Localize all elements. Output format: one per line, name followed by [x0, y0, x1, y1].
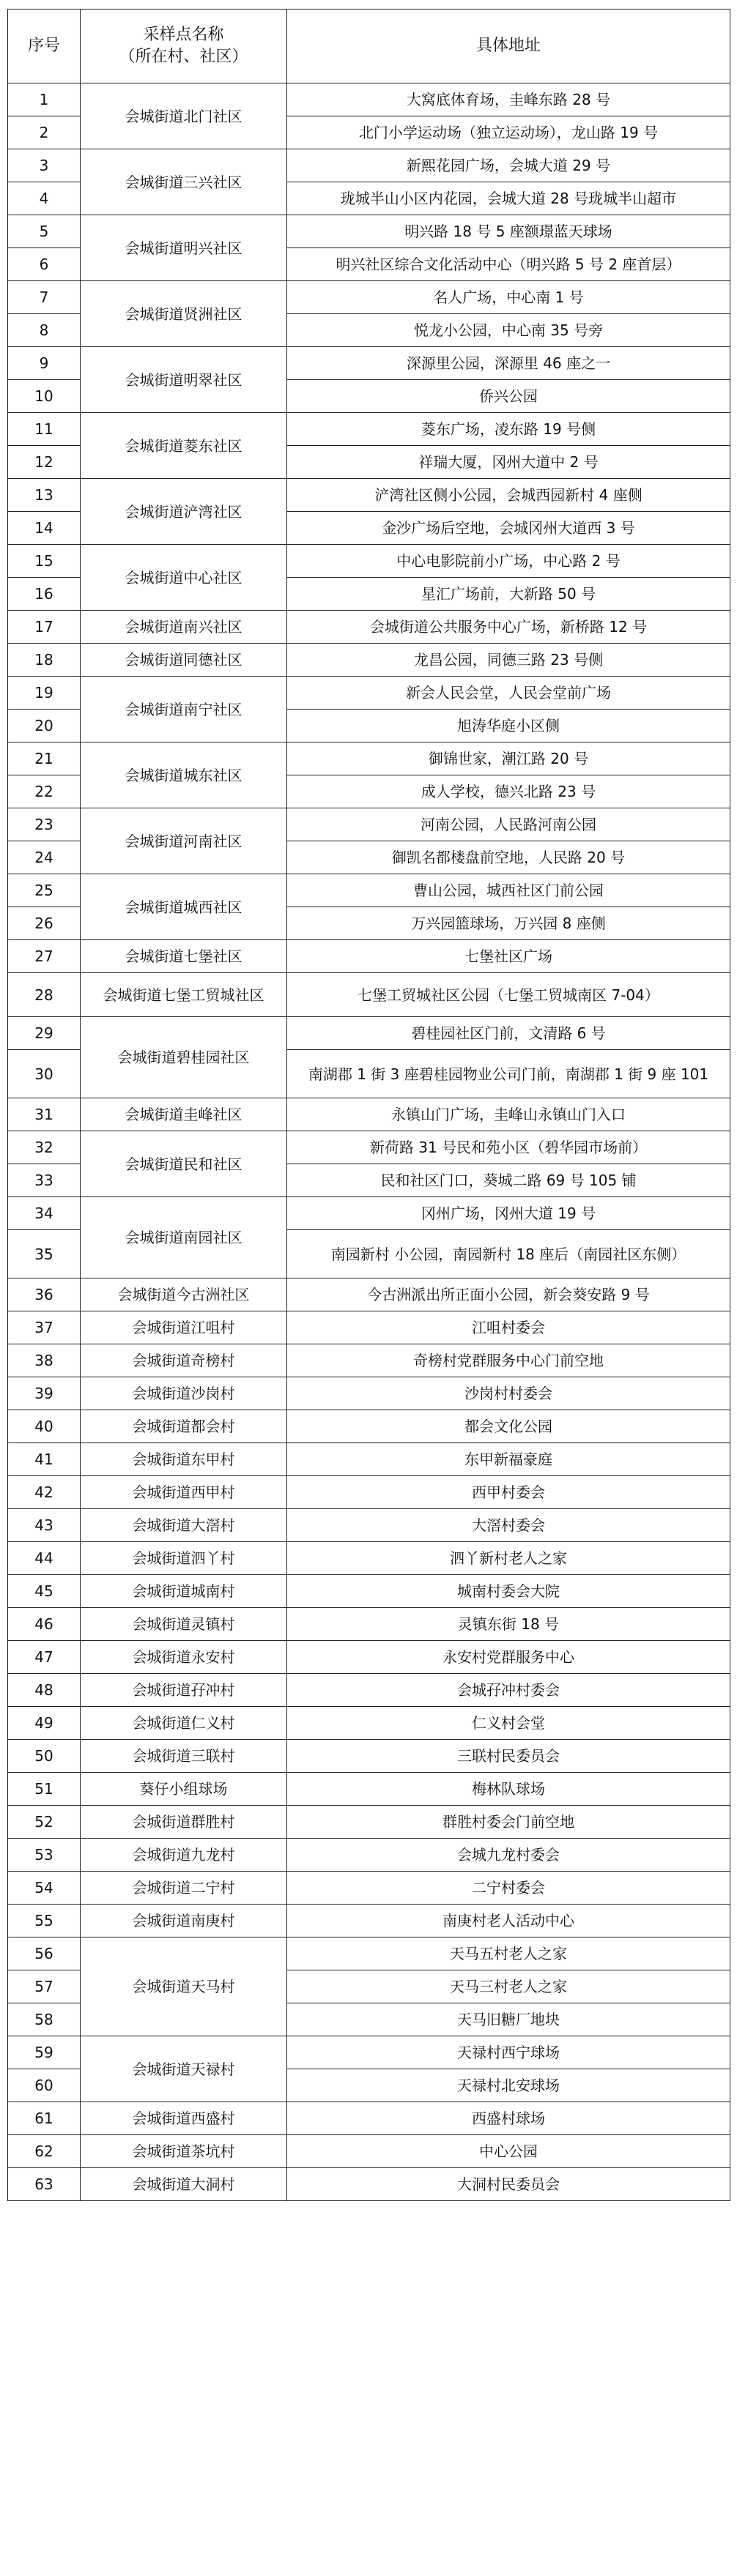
table-row: [8, 1278, 730, 1311]
row-address: 永安村党群服务中心: [287, 1641, 730, 1674]
row-site-name: 会城街道茶坑村: [81, 2135, 287, 2168]
table-row: [8, 1839, 730, 1872]
table-row: [8, 1707, 730, 1740]
row-site-name: 会城街道大滘村: [81, 1509, 287, 1542]
row-address: 沙岗村村委会: [287, 1377, 730, 1410]
table-row: [8, 215, 730, 248]
row-address: 南湖郡 1 街 3 座碧桂园物业公司门前，南湖郡 1 街 9 座 101: [287, 1050, 730, 1098]
table-row: [8, 1806, 730, 1839]
table-header: [8, 10, 730, 83]
table-row: [8, 644, 730, 677]
table-row: [8, 83, 730, 116]
table-row: [8, 1311, 730, 1344]
header-site-name-line1: 采样点名称: [143, 26, 224, 44]
row-index: 16: [8, 578, 81, 611]
header-address: 具体地址: [287, 10, 730, 83]
row-index: 48: [8, 1674, 81, 1707]
row-site-name: 会城街道民和社区: [81, 1131, 287, 1197]
row-address: 龙昌公园，同德三路 23 号侧: [287, 644, 730, 677]
row-address: 祥瑞大厦，冈州大道中 2 号: [287, 446, 730, 479]
row-index: 17: [8, 611, 81, 644]
row-address: 群胜村委会门前空地: [287, 1806, 730, 1839]
row-index: 1: [8, 83, 81, 116]
row-site-name: 会城街道灵镇村: [81, 1608, 287, 1641]
row-index: 29: [8, 1017, 81, 1050]
row-site-name: 会城街道同德社区: [81, 644, 287, 677]
row-address: 天禄村北安球场: [287, 2069, 730, 2102]
row-index: 50: [8, 1740, 81, 1773]
table-row: [8, 545, 730, 578]
row-index: 35: [8, 1230, 81, 1278]
row-index: 44: [8, 1542, 81, 1575]
row-address: 东甲新福豪庭: [287, 1443, 730, 1476]
row-index: 61: [8, 2102, 81, 2135]
row-index: 47: [8, 1641, 81, 1674]
sampling-sites-table: [7, 9, 730, 2201]
row-index: 58: [8, 2003, 81, 2036]
row-address: 灵镇东街 18 号: [287, 1608, 730, 1641]
table-row: [8, 413, 730, 446]
row-address: 会城街道公共服务中心广场，新桥路 12 号: [287, 611, 730, 644]
row-address: 奇榜村党群服务中心门前空地: [287, 1344, 730, 1377]
row-index: 53: [8, 1839, 81, 1872]
row-index: 45: [8, 1575, 81, 1608]
row-index: 28: [8, 973, 81, 1017]
row-address: 曹山公园，城西社区门前公园: [287, 874, 730, 907]
table-row: [8, 1509, 730, 1542]
row-address: 会城九龙村委会: [287, 1839, 730, 1872]
table-row: [8, 1740, 730, 1773]
row-site-name: 会城街道贤洲社区: [81, 281, 287, 347]
row-address: 西盛村球场: [287, 2102, 730, 2135]
table-row: [8, 1773, 730, 1806]
row-site-name: 会城街道天马村: [81, 1937, 287, 2036]
row-index: 56: [8, 1937, 81, 1970]
row-index: 43: [8, 1509, 81, 1542]
row-address: 天马三村老人之家: [287, 1970, 730, 2003]
row-site-name: 会城街道九龙村: [81, 1839, 287, 1872]
row-address: 河南公园，人民路河南公园: [287, 808, 730, 841]
row-site-name: 会城街道三联村: [81, 1740, 287, 1773]
row-address: 御锦世家，潮江路 20 号: [287, 742, 730, 775]
row-index: 11: [8, 413, 81, 446]
row-index: 49: [8, 1707, 81, 1740]
row-site-name: 会城街道北门社区: [81, 83, 287, 149]
row-address: 大窝底体育场，圭峰东路 28 号: [287, 83, 730, 116]
row-address: 星汇广场前，大新路 50 号: [287, 578, 730, 611]
table-row: [8, 2102, 730, 2135]
row-index: 2: [8, 116, 81, 149]
row-address: 仁义村会堂: [287, 1707, 730, 1740]
row-site-name: 会城街道都会村: [81, 1410, 287, 1443]
table-row: [8, 149, 730, 182]
row-address: 中心电影院前小广场，中心路 2 号: [287, 545, 730, 578]
table-row: [8, 1608, 730, 1641]
row-site-name: 会城街道菱东社区: [81, 413, 287, 479]
row-index: 4: [8, 182, 81, 215]
row-address: 天禄村西宁球场: [287, 2036, 730, 2069]
row-index: 25: [8, 874, 81, 907]
row-address: 万兴园篮球场，万兴园 8 座侧: [287, 907, 730, 940]
row-site-name: 会城街道南宁社区: [81, 677, 287, 742]
row-site-name: 会城街道仁义村: [81, 1707, 287, 1740]
header-site-name-line2: （所在村、社区）: [119, 48, 248, 66]
row-index: 63: [8, 2168, 81, 2201]
row-index: 27: [8, 940, 81, 973]
row-index: 59: [8, 2036, 81, 2069]
row-index: 10: [8, 380, 81, 413]
row-address: 北门小学运动场（独立运动场），龙山路 19 号: [287, 116, 730, 149]
row-index: 15: [8, 545, 81, 578]
table-row: [8, 1872, 730, 1905]
row-index: 23: [8, 808, 81, 841]
row-address: 江咀村委会: [287, 1311, 730, 1344]
row-address: 七堡社区广场: [287, 940, 730, 973]
table-row: [8, 1131, 730, 1164]
row-index: 37: [8, 1311, 81, 1344]
row-site-name: 会城街道城西社区: [81, 874, 287, 940]
row-site-name: 会城街道河南社区: [81, 808, 287, 874]
table-row: [8, 1905, 730, 1937]
row-address: 明兴路 18 号 5 座额璟蓝天球场: [287, 215, 730, 248]
row-index: 60: [8, 2069, 81, 2102]
row-address: 民和社区门口，葵城二路 69 号 105 铺: [287, 1164, 730, 1197]
row-index: 34: [8, 1197, 81, 1230]
row-index: 57: [8, 1970, 81, 2003]
row-address: 侨兴公园: [287, 380, 730, 413]
row-site-name: 会城街道天禄村: [81, 2036, 287, 2102]
table-row: [8, 1542, 730, 1575]
table-row: [8, 1575, 730, 1608]
row-site-name: 会城街道南兴社区: [81, 611, 287, 644]
row-address: 西甲村委会: [287, 1476, 730, 1509]
table-row: [8, 1641, 730, 1674]
row-site-name: 会城街道江咀村: [81, 1311, 287, 1344]
table-body: [8, 83, 730, 2201]
row-index: 12: [8, 446, 81, 479]
row-site-name: 会城街道群胜村: [81, 1806, 287, 1839]
row-address: 今古洲派出所正面小公园，新会葵安路 9 号: [287, 1278, 730, 1311]
row-address: 名人广场，中心南 1 号: [287, 281, 730, 314]
row-index: 3: [8, 149, 81, 182]
row-address: 大洞村民委员会: [287, 2168, 730, 2201]
row-index: 38: [8, 1344, 81, 1377]
row-site-name: 会城街道碧桂园社区: [81, 1017, 287, 1098]
row-site-name: 会城街道南园社区: [81, 1197, 287, 1278]
row-site-name: 会城街道七堡工贸城社区: [81, 973, 287, 1017]
row-address: 珑城半山小区内花园，会城大道 28 号珑城半山超市: [287, 182, 730, 215]
table-row: [8, 677, 730, 710]
row-site-name: 会城街道城南村: [81, 1575, 287, 1608]
row-site-name: 会城街道大洞村: [81, 2168, 287, 2201]
row-index: 32: [8, 1131, 81, 1164]
row-address: 大滘村委会: [287, 1509, 730, 1542]
table-row: [8, 874, 730, 907]
row-index: 19: [8, 677, 81, 710]
header-index: 序号: [8, 10, 81, 83]
row-index: 24: [8, 841, 81, 874]
table-row: [8, 1344, 730, 1377]
row-address: 菱东广场，凌东路 19 号侧: [287, 413, 730, 446]
row-address: 永镇山门广场，圭峰山永镇山门入口: [287, 1098, 730, 1131]
row-site-name: 会城街道圭峰社区: [81, 1098, 287, 1131]
row-site-name: 会城街道永安村: [81, 1641, 287, 1674]
row-address: 新熙花园广场，会城大道 29 号: [287, 149, 730, 182]
row-site-name: 会城街道奇榜村: [81, 1344, 287, 1377]
table-row: [8, 973, 730, 1017]
row-index: 51: [8, 1773, 81, 1806]
sampling-sites-document: [7, 9, 730, 2201]
row-address: 冈州广场，冈州大道 19 号: [287, 1197, 730, 1230]
table-row: [8, 1377, 730, 1410]
row-address: 浐湾社区侧小公园，会城西园新村 4 座侧: [287, 479, 730, 512]
row-index: 26: [8, 907, 81, 940]
row-index: 13: [8, 479, 81, 512]
row-index: 30: [8, 1050, 81, 1098]
row-index: 21: [8, 742, 81, 775]
row-site-name: 会城街道泗丫村: [81, 1542, 287, 1575]
row-address: 都会文化公园: [287, 1410, 730, 1443]
table-row: [8, 2135, 730, 2168]
table-row: [8, 2168, 730, 2201]
row-index: 8: [8, 314, 81, 347]
row-address: 会城孖冲村委会: [287, 1674, 730, 1707]
table-row: [8, 347, 730, 380]
table-row: [8, 479, 730, 512]
table-row: [8, 808, 730, 841]
row-address: 御凯名都楼盘前空地，人民路 20 号: [287, 841, 730, 874]
row-site-name: 会城街道七堡社区: [81, 940, 287, 973]
row-index: 5: [8, 215, 81, 248]
row-address: 南庚村老人活动中心: [287, 1905, 730, 1937]
row-site-name: 会城街道孖冲村: [81, 1674, 287, 1707]
row-address: 泗丫新村老人之家: [287, 1542, 730, 1575]
row-index: 55: [8, 1905, 81, 1937]
row-index: 22: [8, 775, 81, 808]
row-index: 40: [8, 1410, 81, 1443]
table-row: [8, 1197, 730, 1230]
row-index: 62: [8, 2135, 81, 2168]
row-address: 明兴社区综合文化活动中心（明兴路 5 号 2 座首层）: [287, 248, 730, 281]
table-row: [8, 940, 730, 973]
row-address: 城南村委会大院: [287, 1575, 730, 1608]
row-index: 18: [8, 644, 81, 677]
row-site-name: 会城街道西甲村: [81, 1476, 287, 1509]
row-site-name: 会城街道东甲村: [81, 1443, 287, 1476]
row-index: 39: [8, 1377, 81, 1410]
row-address: 旭涛华庭小区侧: [287, 710, 730, 742]
row-index: 9: [8, 347, 81, 380]
table-row: [8, 281, 730, 314]
row-site-name: 会城街道二宁村: [81, 1872, 287, 1905]
row-address: 金沙广场后空地，会城冈州大道西 3 号: [287, 512, 730, 545]
row-site-name: 会城街道南庚村: [81, 1905, 287, 1937]
table-row: [8, 1098, 730, 1131]
row-site-name: 会城街道三兴社区: [81, 149, 287, 215]
row-address: 中心公园: [287, 2135, 730, 2168]
row-address: 天马旧糖厂地块: [287, 2003, 730, 2036]
row-site-name: 葵仔小组球场: [81, 1773, 287, 1806]
row-index: 31: [8, 1098, 81, 1131]
row-address: 南园新村 小公园，南园新村 18 座后（南园社区东侧）: [287, 1230, 730, 1278]
row-site-name: 会城街道今古洲社区: [81, 1278, 287, 1311]
row-address: 三联村民委员会: [287, 1740, 730, 1773]
header-row: [8, 10, 730, 83]
row-address: 梅林队球场: [287, 1773, 730, 1806]
row-site-name: 会城街道中心社区: [81, 545, 287, 611]
row-address: 深源里公园，深源里 46 座之一: [287, 347, 730, 380]
header-site-name: [81, 10, 287, 83]
table-row: [8, 611, 730, 644]
table-row: [8, 1410, 730, 1443]
row-address: 成人学校，德兴北路 23 号: [287, 775, 730, 808]
table-row: [8, 1937, 730, 1970]
row-index: 6: [8, 248, 81, 281]
row-index: 52: [8, 1806, 81, 1839]
row-index: 7: [8, 281, 81, 314]
row-index: 20: [8, 710, 81, 742]
row-address: 天马五村老人之家: [287, 1937, 730, 1970]
table-row: [8, 1476, 730, 1509]
row-site-name: 会城街道城东社区: [81, 742, 287, 808]
table-row: [8, 1674, 730, 1707]
row-site-name: 会城街道明兴社区: [81, 215, 287, 281]
row-address: 碧桂园社区门前，文清路 6 号: [287, 1017, 730, 1050]
row-index: 33: [8, 1164, 81, 1197]
row-address: 悦龙小公园，中心南 35 号旁: [287, 314, 730, 347]
row-index: 42: [8, 1476, 81, 1509]
row-site-name: 会城街道西盛村: [81, 2102, 287, 2135]
row-site-name: 会城街道明翠社区: [81, 347, 287, 413]
table-row: [8, 1443, 730, 1476]
row-address: 新会人民会堂，人民会堂前广场: [287, 677, 730, 710]
table-row: [8, 2036, 730, 2069]
row-address: 新荷路 31 号民和苑小区（碧华园市场前）: [287, 1131, 730, 1164]
row-site-name: 会城街道浐湾社区: [81, 479, 287, 545]
row-index: 46: [8, 1608, 81, 1641]
row-index: 41: [8, 1443, 81, 1476]
row-index: 14: [8, 512, 81, 545]
row-address: 七堡工贸城社区公园（七堡工贸城南区 7-04）: [287, 973, 730, 1017]
row-index: 54: [8, 1872, 81, 1905]
row-address: 二宁村委会: [287, 1872, 730, 1905]
table-row: [8, 1017, 730, 1050]
row-index: 36: [8, 1278, 81, 1311]
table-row: [8, 742, 730, 775]
row-site-name: 会城街道沙岗村: [81, 1377, 287, 1410]
